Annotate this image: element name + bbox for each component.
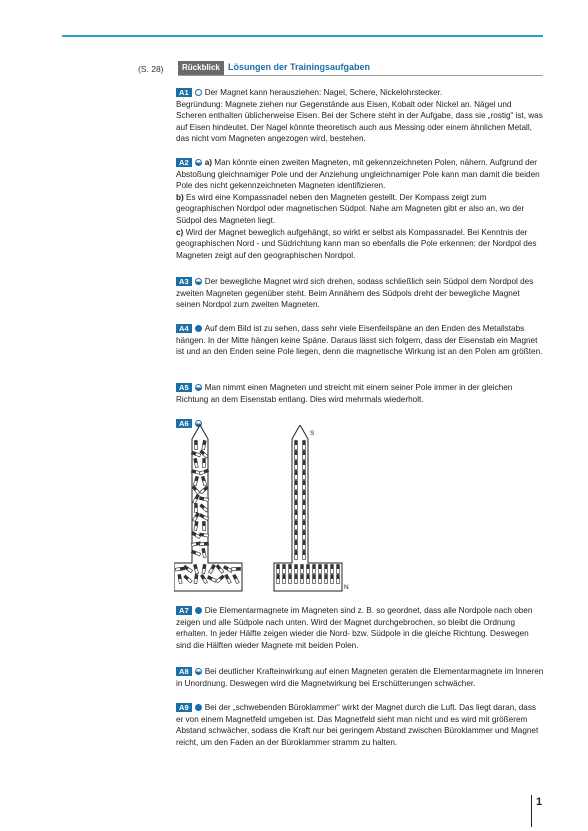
elementary-magnet-ordered-pole	[303, 451, 306, 456]
difficulty-medium-icon	[195, 668, 202, 675]
elementary-magnet-ordered-pole	[295, 451, 298, 456]
answer-text: Man nimmt einen Magneten und streicht mit einem seiner Pole immer in der gleichen Richtung an dem Eisenstab entlang. Dies wird mehrmals wiederholt.	[176, 383, 513, 404]
answer-a2	[176, 157, 544, 261]
elementary-magnet-ordered-pole	[337, 565, 340, 570]
answer-label: A5	[176, 383, 192, 392]
answer-text: Wird der Magnet beweglich aufgehängt, so wirkt er selbst als Kompassnadel. Bei Kenntnis der geographischen Nord - und Südrichtung kann man so ebenfalls die Pole erkennen: der Nordpol des Magneten zeigt auf den geographischen Nordpol.	[176, 227, 537, 260]
elementary-magnet-disordered-pole	[204, 542, 209, 545]
answer-text: Bei deutlicher Krafteinwirkung auf einen Magneten geraten die Elementarmagnete im Inneren in Unordnung. Deswegen wird die Magnetwirkung bei Erschütterungen schwächer.	[176, 667, 544, 688]
elementary-magnet-ordered-pole	[277, 575, 280, 580]
answer-text: Man könnte einen zweiten Magneten, mit gekennzeichneten Polen, nähern. Aufgrund der Abstoßung gleichnamiger Pole und der Anziehung ungleichnamiger Pole kann man damit die beiden Pole des nicht gekennzeichneten Magneten identifizieren.	[176, 158, 540, 191]
section-tag: Rückblick	[178, 61, 224, 75]
subpart-marker: b)	[176, 192, 184, 202]
elementary-magnet-ordered-pole	[319, 575, 322, 580]
elementary-magnet-ordered-pole	[337, 575, 340, 580]
answer-label: A4	[176, 324, 192, 333]
answer-text: Es wird eine Kompassnadel neben den Magneten gestellt. Der Kompass zeigt zum geographischen Nordpol oder magnetischen Südpol. Nahe am Magneten gibt er also an, wo der Südpol des Magneten liegt.	[176, 192, 525, 225]
answer-a5	[176, 382, 544, 405]
elementary-magnet-ordered-pole	[303, 541, 306, 546]
difficulty-hard-icon	[195, 325, 202, 332]
answer-text: Bei der „schwebenden Büroklammer“ wirkt der Magnet durch die Luft. Das liegt daran, dass er von einem Magnetfeld umgeben ist. Das Magnetfeld sieht man nicht und es wird mit größerem Abstand schwächer, sodass die Kraft nur bei geringem Abstand zwischen Büroklammer und Magnet reicht, um den Faden an der Büroklammer stramm zu halten.	[176, 703, 539, 747]
elementary-magnet-disordered-pole	[194, 440, 197, 445]
elementary-magnet-ordered-pole	[331, 565, 334, 570]
section-title: Lösungen der Trainingsaufgaben	[228, 62, 371, 72]
elementary-magnet-ordered-pole	[303, 531, 306, 536]
difficulty-hard-icon	[195, 607, 202, 614]
pole-label-south: S	[310, 430, 315, 437]
answer-a1	[176, 87, 544, 145]
answer-label: A6	[176, 419, 192, 428]
page-number: 1	[536, 796, 543, 808]
elementary-magnet-ordered-pole	[295, 491, 298, 496]
elementary-magnet-ordered-pole	[295, 501, 298, 506]
subpart-marker: c)	[176, 227, 184, 237]
elementary-magnet-ordered-pole	[303, 491, 306, 496]
elementary-magnet-ordered-pole	[295, 511, 298, 516]
elementary-magnet-ordered-pole	[313, 565, 316, 570]
magnet-figure	[174, 425, 364, 595]
elementary-magnet-ordered-pole	[303, 551, 306, 556]
elementary-magnet-ordered-pole	[283, 565, 286, 570]
difficulty-medium-icon	[195, 278, 202, 285]
answer-label: A8	[176, 667, 192, 676]
answer-text: Begründung: Magnete ziehen nur Gegenstände aus Eisen, Kobalt oder Nickel an. Nägel und Scheren enthalten üblicherweise Eisen. Bei der Schere steht in der Aufgabe, dass sie „rostig“ ist, was auf Eisen hindeutet. Der Nagel könnte theoretisch auch aus Messing oder einem ähnlichen Metall, das nicht vom Magneten angezogen wird, bestehen.	[176, 99, 543, 144]
answer-text: Die Elementarmagnete im Magneten sind z. B. so geordnet, dass alle Nordpole nach oben zeigen und alle Südpole nach unten. Wird der Magnet durchgebrochen, so bleibt die Ordnung erhalten. In jeder Hälfte zeigen wieder die Nord- bzw. Südpole in die gleiche Richtung. Deswegen sind die Hälften wieder Magnete mit beiden Polen.	[176, 606, 533, 650]
elementary-magnet-disordered-pole	[203, 458, 206, 463]
elementary-magnet-ordered-pole	[295, 531, 298, 536]
elementary-magnet-ordered-pole	[307, 565, 310, 570]
elementary-magnet-ordered-pole	[295, 551, 298, 556]
elementary-magnet-ordered-pole	[325, 575, 328, 580]
page-number-bar	[531, 795, 532, 827]
elementary-magnet-ordered-pole	[295, 521, 298, 526]
answer-label: A3	[176, 277, 192, 286]
answer-label: A2	[176, 158, 192, 167]
elementary-magnet-ordered-pole	[303, 441, 306, 446]
answer-label: A9	[176, 703, 192, 712]
elementary-magnet-ordered-pole	[303, 481, 306, 486]
elementary-magnet-ordered-pole	[319, 565, 322, 570]
answer-a4	[176, 323, 544, 358]
elementary-magnet-ordered-pole	[325, 565, 328, 570]
subpart-marker: a)	[204, 158, 212, 167]
elementary-magnet-ordered-pole	[301, 565, 304, 570]
section-rule	[178, 75, 543, 76]
difficulty-hard-icon	[195, 704, 202, 711]
difficulty-easy-icon	[195, 89, 202, 96]
answer-label: A7	[176, 606, 192, 615]
pole-label-north: N	[344, 584, 349, 591]
elementary-magnet-ordered-pole	[295, 471, 298, 476]
elementary-magnet-ordered-pole	[295, 461, 298, 466]
elementary-magnet-ordered-pole	[303, 471, 306, 476]
elementary-magnet-ordered-pole	[303, 501, 306, 506]
elementary-magnet-disordered-pole	[195, 503, 198, 508]
elementary-magnet-ordered-pole	[277, 565, 280, 570]
elementary-magnet-ordered-pole	[331, 575, 334, 580]
answer-text: Der Magnet kann herausziehen: Nagel, Schere, Nickelohrstecker.	[204, 88, 443, 97]
elementary-magnet-ordered-pole	[303, 461, 306, 466]
elementary-magnet-ordered-pole	[295, 575, 298, 580]
elementary-magnet-ordered-pole	[289, 565, 292, 570]
elementary-magnet-ordered-pole	[303, 521, 306, 526]
elementary-magnet-ordered-pole	[283, 575, 286, 580]
elementary-magnet-ordered-pole	[303, 511, 306, 516]
answer-label: A1	[176, 88, 192, 97]
elementary-magnet-ordered-pole	[295, 541, 298, 546]
elementary-magnet-ordered-pole	[313, 575, 316, 580]
elementary-magnet-ordered-pole	[295, 565, 298, 570]
top-rule	[62, 35, 543, 37]
elementary-magnet-ordered-pole	[295, 441, 298, 446]
answer-a8	[176, 666, 544, 689]
answer-a3	[176, 276, 544, 311]
elementary-magnet-ordered-pole	[289, 575, 292, 580]
elementary-magnet-disordered-pole	[236, 567, 241, 570]
difficulty-medium-icon	[195, 384, 202, 391]
elementary-magnet-disordered-pole	[202, 521, 205, 526]
answer-a7	[176, 605, 544, 651]
answer-a9	[176, 702, 544, 748]
difficulty-medium-icon	[195, 159, 202, 166]
section-ref: (S. 28)	[138, 64, 164, 74]
elementary-magnet-ordered-pole	[307, 575, 310, 580]
answer-text: Auf dem Bild ist zu sehen, dass sehr viele Eisenfeilspäne an den Enden des Metallstabs hängen. In der Mitte hängen keine Späne. Daraus lässt sich folgern, dass der Eisenstab ein Magnet ist und an den Enden seine Pole liegen, denn die magnetische Wirkung ist an den Polen am größten.	[176, 324, 543, 357]
elementary-magnet-ordered-pole	[301, 575, 304, 580]
elementary-magnet-ordered-pole	[295, 481, 298, 486]
answer-text: Der bewegliche Magnet wird sich drehen, sodass schließlich sein Südpol dem Nordpol des zweiten Magneten gegenüber steht. Beim Annähern des Südpols dreht der bewegliche Magnet seinen Nordpol zum zweiten Magneten.	[176, 277, 534, 310]
